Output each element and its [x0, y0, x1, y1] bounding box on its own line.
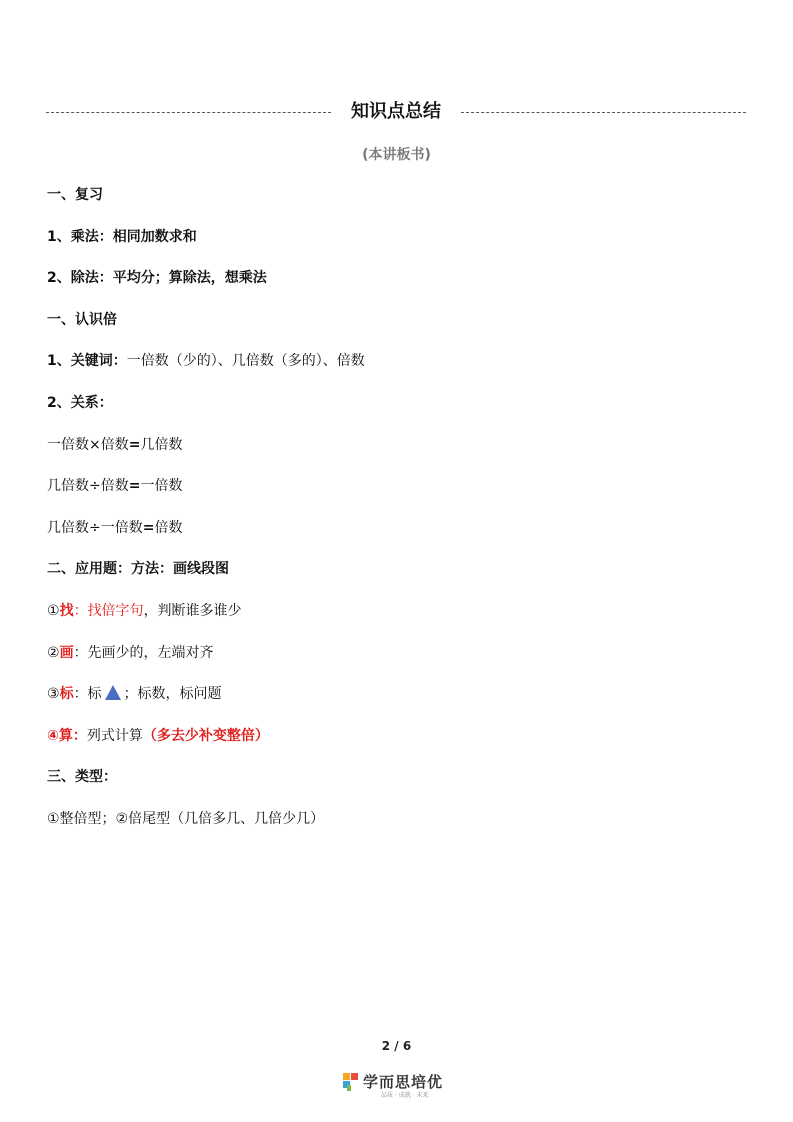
- division-line: 2、除法：平均分；算除法，想乘法: [47, 270, 267, 286]
- left-dashed-divider: [46, 112, 331, 113]
- formula-rhs: 几倍数: [140, 437, 183, 453]
- step-text: ；标数，标问题: [123, 686, 222, 702]
- step-key: ④算：: [47, 728, 87, 744]
- formula-equals: =: [128, 437, 141, 453]
- step-text: ，判断谁多谁少: [143, 603, 242, 619]
- multiplication-line: 1、乘法：相同加数求和: [47, 229, 197, 245]
- step-number: ①: [47, 603, 60, 619]
- step-key: 画: [59, 645, 74, 661]
- xueersi-logo-icon: [343, 1073, 359, 1091]
- step-number: ②: [47, 645, 60, 661]
- step-text: 列式计算: [86, 728, 143, 744]
- keywords-line: [47, 352, 365, 370]
- step-draw: [47, 644, 214, 662]
- formula-rhs: 一倍数: [140, 478, 183, 494]
- formula-lhs: 一倍数×倍数: [47, 437, 129, 453]
- formula-lhs: 几倍数÷倍数: [47, 478, 129, 494]
- formula-equals: =: [142, 520, 155, 536]
- step-emphasis: （多去少补变整倍）: [142, 728, 269, 744]
- formula-rhs: 倍数: [154, 520, 183, 536]
- keywords-text: 一倍数（少的）、几倍数（多的）、倍数: [126, 353, 365, 369]
- section-review-heading: 一、复习: [47, 187, 103, 203]
- page-title: 知识点总结: [351, 101, 441, 122]
- step-key: 标: [59, 686, 74, 702]
- relation-formula-2: [47, 477, 182, 495]
- brand-slogan: 品质 · 成就 · 未来: [381, 1092, 429, 1099]
- step-mark: [47, 685, 222, 703]
- right-dashed-divider: [461, 112, 746, 113]
- step-red-text: 找倍字句: [87, 603, 144, 619]
- step-find: [47, 602, 242, 620]
- brand-name: 学而思培优: [363, 1073, 444, 1091]
- title-row: [46, 98, 746, 126]
- brand-logo: [343, 1071, 453, 1101]
- keywords-label: 1、关键词：: [47, 353, 127, 369]
- section-types-heading: 三、类型：: [47, 769, 117, 785]
- page-number: 2 / 6: [381, 1039, 412, 1053]
- step-key: 找: [59, 603, 74, 619]
- blue-triangle-icon: [105, 685, 121, 700]
- formula-equals: =: [128, 478, 141, 494]
- step-colon: ：: [73, 603, 88, 619]
- step-number: ③: [47, 686, 60, 702]
- relation-formula-3: [47, 519, 182, 537]
- relation-heading: 2、关系：: [47, 395, 113, 411]
- step-text: ：先画少的，左端对齐: [73, 645, 214, 661]
- page-subtitle: (本讲板书): [362, 147, 431, 163]
- step-calculate: [47, 727, 269, 745]
- relation-formula-1: [47, 436, 182, 454]
- step-prefix: ：标: [73, 686, 102, 702]
- formula-lhs: 几倍数÷一倍数: [47, 520, 143, 536]
- section-word-problem-heading: 二、应用题：方法：画线段图: [47, 561, 229, 577]
- section-multiple-heading: 一、认识倍: [47, 312, 117, 328]
- types-line: ①整倍型；②倍尾型（几倍多几、几倍少几）: [47, 811, 325, 827]
